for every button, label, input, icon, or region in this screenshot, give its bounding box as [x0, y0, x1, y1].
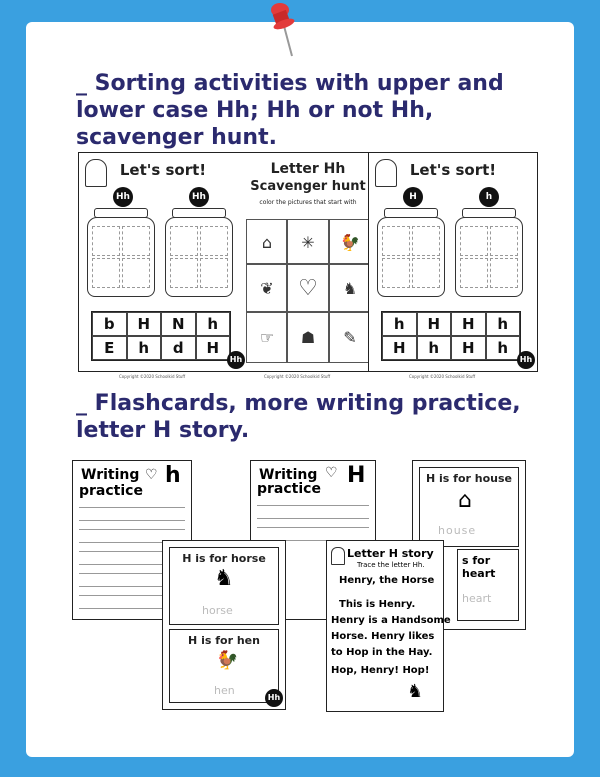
house-icon: ⌂ [458, 488, 472, 513]
sort-card-2 [368, 152, 538, 379]
horse-icon: ♞ [328, 263, 372, 313]
story-subtitle: Trace the letter Hh. [357, 561, 425, 569]
jar-right [165, 217, 233, 297]
hunt-title-line2: Scavenger hunt [250, 179, 366, 194]
copyright: Copyright ©2020 Schoolkid Stuff [119, 374, 186, 379]
badge-left: Hh [113, 187, 133, 207]
letter-sample: H [347, 463, 366, 488]
letter-tile: E [92, 336, 127, 360]
trace-row [257, 505, 369, 519]
jar-left [87, 217, 155, 297]
letter-tile: d [161, 336, 196, 360]
letter-grid [381, 311, 521, 361]
horse-icon: ♞ [407, 681, 424, 702]
fireworks-icon: ✳ [286, 219, 330, 265]
trace-row [79, 507, 185, 521]
letter-tile: h [127, 336, 162, 360]
story-name: Henry, the Horse [339, 575, 435, 586]
heart-icon: ♡ [145, 467, 158, 483]
corner-badge: Hh [517, 351, 535, 369]
hunt-title-line1: Letter Hh [270, 161, 346, 177]
sort-title: Let's sort! [409, 161, 497, 179]
copyright: Copyright ©2020 Schoolkid Stuff [264, 374, 331, 379]
hat-icon: ☗ [286, 311, 330, 363]
letter-tile: b [92, 312, 127, 336]
flashcard-title: H is for horse [182, 552, 266, 565]
story-line: This is Henry. [339, 599, 416, 610]
heading-sorting: _ Sorting activities with upper and lower case Hh; Hh or not Hh, scavenger hunt. [76, 71, 504, 150]
trace-word: heart [462, 592, 492, 605]
heart-icon: ♡ [325, 465, 338, 481]
writing-title-line1: Writing [259, 467, 318, 483]
badge-right: Hh [189, 187, 209, 207]
letter-tile: N [161, 312, 196, 336]
letter-tile: H [382, 336, 417, 360]
flashcard-horse-hen [162, 540, 286, 710]
heading-flashcards: _ Flashcards, more writing practice, letter H story. [76, 391, 521, 443]
writing-title-line2: practice [257, 481, 321, 497]
story-line: Horse. Henry likes [331, 631, 435, 642]
story-line: Henry is a Handsome [331, 615, 451, 626]
pushpin-icon [262, 0, 302, 60]
badge-left: H [403, 187, 423, 207]
pencil-icon: ✎ [328, 311, 372, 363]
copyright: Copyright ©2020 Schoolkid Stuff [409, 374, 476, 379]
letter-tile: H [451, 312, 486, 336]
letter-tile: H [127, 312, 162, 336]
jar-right [455, 217, 523, 297]
story-line: to Hop in the Hay. [331, 647, 433, 658]
letter-tile: h [486, 312, 521, 336]
flashcard-title: H is for house [425, 472, 512, 485]
horse-icon: ♞ [214, 566, 234, 591]
jar-left [377, 217, 445, 297]
trace-word: hen [214, 684, 235, 697]
hand-icon: ☞ [246, 311, 288, 363]
trace-word: house [438, 524, 477, 537]
hunt-instructions: color the pictures that start with [259, 199, 357, 206]
letter-sample: h [165, 463, 181, 488]
story-line: Hop, Henry! Hop! [331, 665, 430, 676]
flashcard-title: s for heart [462, 554, 496, 580]
letter-tile: H [451, 336, 486, 360]
heart-icon: ♡ [286, 263, 330, 313]
letter-grid [91, 311, 231, 361]
corner-badge: Hh [265, 689, 283, 707]
scavenger-hunt-card [246, 152, 370, 379]
corner-badge: Hh [227, 351, 245, 369]
house-icon: ⌂ [246, 219, 288, 265]
hen-icon: 🐓 [328, 219, 372, 265]
writing-title-line2: practice [79, 483, 143, 499]
writing-title-line1: Writing [81, 467, 140, 483]
badge-right: h [479, 187, 499, 207]
letter-tile: h [486, 336, 521, 360]
story-title: Letter H story [347, 547, 434, 560]
letter-tile: H [417, 312, 452, 336]
hen-icon: 🐓 [216, 650, 239, 671]
letter-tile: h [417, 336, 452, 360]
leaf-icon: ❦ [246, 263, 288, 313]
flashcard-title: H is for hen [188, 634, 260, 647]
letter-tile: H [196, 336, 231, 360]
sort-title: Let's sort! [119, 161, 207, 179]
girl-icon [331, 547, 345, 565]
sort-card-1 [78, 152, 248, 379]
story-card [326, 540, 451, 712]
trace-word: horse [202, 604, 233, 617]
trace-row [257, 527, 369, 541]
letter-tile: h [382, 312, 417, 336]
letter-tile: h [196, 312, 231, 336]
